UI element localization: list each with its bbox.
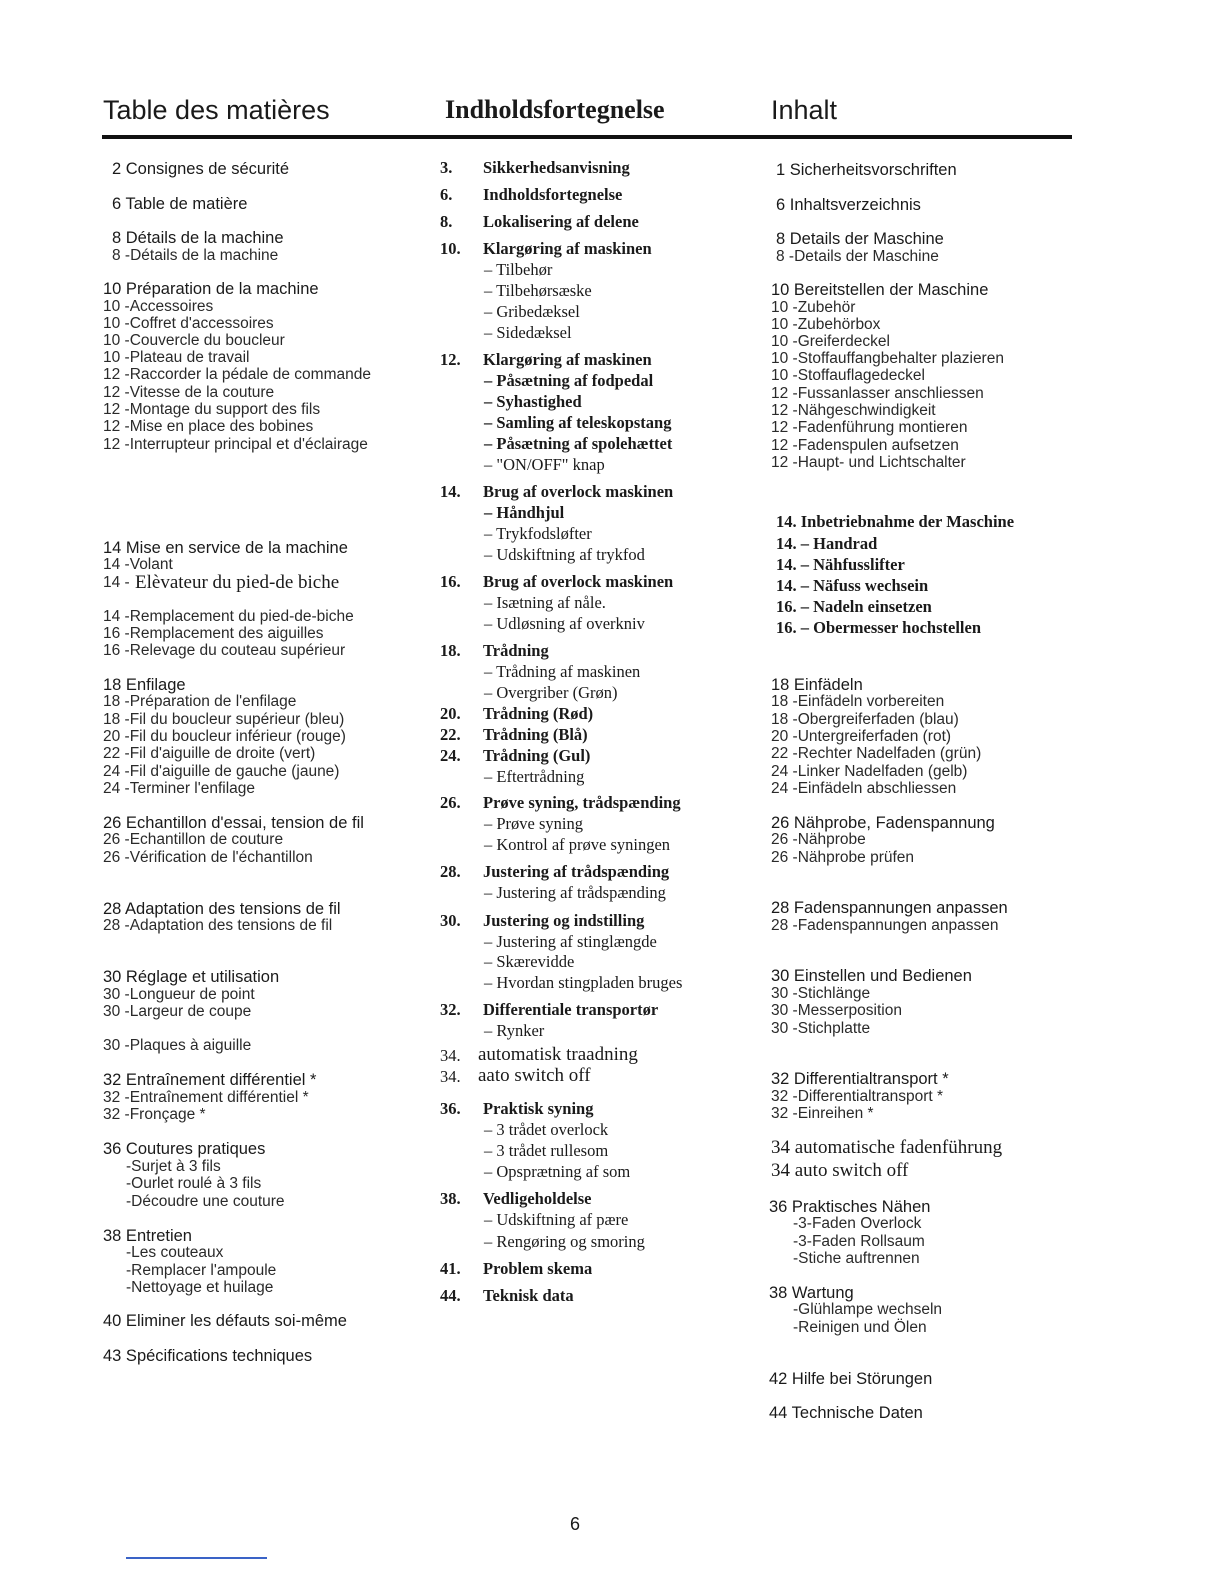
toc-entry: – Syhastighed bbox=[484, 392, 582, 411]
toc-entry: 12 -Mise en place des bobines bbox=[103, 418, 314, 435]
toc-entry: 10 Bereitstellen der Maschine bbox=[771, 281, 989, 299]
toc-entry: 10 Préparation de la machine bbox=[103, 280, 319, 298]
toc-entry: Justering og indstilling bbox=[483, 911, 645, 930]
toc-entry: 30 -Stichplatte bbox=[771, 1020, 871, 1037]
toc-entry: 8 Details der Maschine bbox=[776, 230, 944, 248]
toc-page-number: 34. bbox=[440, 1067, 461, 1086]
toc-page-number: 28. bbox=[440, 862, 461, 881]
toc-entry: 18 -Einfädeln vorbereiten bbox=[771, 693, 945, 710]
toc-entry: – Hvordan stingpladen bruges bbox=[484, 973, 683, 992]
toc-entry: 32 Entraînement différentiel * bbox=[103, 1071, 317, 1089]
toc-entry: 16 -Remplacement des aiguilles bbox=[103, 625, 324, 642]
toc-entry: 12 -Haupt- und Lichtschalter bbox=[771, 454, 966, 471]
toc-entry: Prøve syning, trådspænding bbox=[483, 793, 681, 812]
toc-entry: 18 -Préparation de l'enfilage bbox=[103, 693, 297, 710]
toc-entry: 22 -Fil d'aiguille de droite (vert) bbox=[103, 745, 316, 762]
toc-entry: Klargøring af maskinen bbox=[483, 350, 652, 369]
toc-entry: 30 -Largeur de coupe bbox=[103, 1003, 252, 1020]
toc-entry: – 3 trådet overlock bbox=[484, 1120, 609, 1139]
toc-entry: Klargøring af maskinen bbox=[483, 239, 652, 258]
toc-entry: 26 -Vérification de l'échantillon bbox=[103, 849, 313, 866]
toc-entry: Teknisk data bbox=[483, 1286, 574, 1305]
toc-entry: 34 auto switch off bbox=[771, 1160, 909, 1181]
toc-entry: – Påsætning af spolehættet bbox=[484, 434, 673, 453]
toc-entry: Vedligeholdelse bbox=[483, 1189, 592, 1208]
toc-entry: 18 -Fil du boucleur supérieur (bleu) bbox=[103, 711, 345, 728]
toc-page-number: 30. bbox=[440, 911, 461, 930]
toc-entry: 10 -Accessoires bbox=[103, 298, 214, 315]
header-rule bbox=[102, 135, 1072, 139]
toc-entry: 6 Table de matière bbox=[112, 195, 248, 213]
toc-entry: – "ON/OFF" knap bbox=[484, 455, 605, 474]
header-german: Inhalt bbox=[771, 95, 838, 125]
toc-entry: 22 -Rechter Nadelfaden (grün) bbox=[771, 745, 982, 762]
toc-entry: Problem skema bbox=[483, 1259, 593, 1278]
toc-entry: 12 -Vitesse de la couture bbox=[103, 384, 275, 401]
toc-entry: – Gribedæksel bbox=[484, 302, 580, 321]
toc-entry: 26 -Nähprobe prüfen bbox=[771, 849, 915, 866]
toc-entry: Trådning bbox=[483, 641, 549, 660]
toc-entry: 12 -Fussanlasser anschliessen bbox=[771, 385, 984, 402]
toc-entry: 24 -Fil d'aiguille de gauche (jaune) bbox=[103, 763, 340, 780]
toc-entry: -Ourlet roulé à 3 fils bbox=[126, 1175, 262, 1192]
toc-entry: 10 -Plateau de travail bbox=[103, 349, 250, 366]
toc-entry: -Stiche auftrennen bbox=[793, 1250, 920, 1267]
toc-page-number: 44. bbox=[440, 1286, 461, 1305]
toc-entry: – Udskiftning af trykfod bbox=[484, 545, 645, 564]
toc-entry: 43 Spécifications techniques bbox=[103, 1347, 313, 1365]
toc-entry: – Opsprætning af som bbox=[484, 1162, 631, 1181]
toc-entry: – Trykfodsløfter bbox=[484, 524, 592, 543]
toc-page-number: 12. bbox=[440, 350, 461, 369]
toc-entry: 36 Praktisches Nähen bbox=[769, 1198, 931, 1216]
toc-entry: Brug af overlock maskinen bbox=[483, 572, 674, 591]
toc-entry: 10 -Zubehör bbox=[771, 299, 856, 316]
toc-entry: 28 Fadenspannungen anpassen bbox=[771, 899, 1008, 917]
toc-entry: – Udløsning af overkniv bbox=[484, 614, 645, 633]
toc-entry: Lokalisering af delene bbox=[483, 212, 639, 231]
toc-entry: 14 -Volant bbox=[103, 556, 173, 573]
toc-entry: – Kontrol af prøve syningen bbox=[484, 835, 671, 854]
toc-entry: Trådning (Gul) bbox=[483, 746, 591, 765]
toc-entry: -3-Faden Rollsaum bbox=[793, 1233, 925, 1250]
toc-entry: Praktisk syning bbox=[483, 1099, 594, 1118]
toc-entry: 26 Nähprobe, Fadenspannung bbox=[771, 814, 995, 832]
toc-entry: -Découdre une couture bbox=[126, 1193, 285, 1210]
toc-entry: – Trådning af maskinen bbox=[484, 662, 641, 681]
toc-entry: 1 Sicherheitsvorschriften bbox=[776, 161, 957, 179]
toc-page-number: 14. bbox=[440, 482, 461, 501]
toc-entry: – Prøve syning bbox=[484, 814, 583, 833]
toc-entry: 14. – Näfuss wechsein bbox=[776, 576, 929, 595]
toc-entry: – Skærevidde bbox=[484, 952, 575, 971]
toc-entry: 10 -Stoffauffangbehalter plazieren bbox=[771, 350, 1004, 367]
toc-entry: 14. – Nähfusslifter bbox=[776, 555, 905, 574]
toc-entry: 28 -Adaptation des tensions de fil bbox=[103, 917, 333, 934]
toc-entry: 18 -Obergreiferfaden (blau) bbox=[771, 711, 959, 728]
toc-entry: automatisk traadning bbox=[478, 1044, 638, 1065]
toc-page-number: 18. bbox=[440, 641, 461, 660]
toc-entry: 32 -Differentialtransport * bbox=[771, 1088, 944, 1105]
toc-entry: 42 Hilfe bei Störungen bbox=[769, 1370, 933, 1388]
toc-entry: – Rengøring og smoring bbox=[484, 1232, 645, 1251]
toc-entry: – Tilbehørsæske bbox=[484, 281, 592, 300]
toc-entry: 16 -Relevage du couteau supérieur bbox=[103, 642, 346, 659]
toc-entry: 8 Détails de la machine bbox=[112, 229, 284, 247]
toc-page-number: 16. bbox=[440, 572, 461, 591]
toc-entry: 18 Enfilage bbox=[103, 676, 186, 694]
toc-entry: – Justering af stinglængde bbox=[484, 932, 657, 951]
toc-entry: -Remplacer l'ampoule bbox=[126, 1262, 277, 1279]
toc-entry: 14. – Handrad bbox=[776, 534, 878, 553]
toc-entry: 12 -Nähgeschwindigkeit bbox=[771, 402, 936, 419]
toc-entry: 14 Mise en service de la machine bbox=[103, 539, 348, 557]
toc-entry: 38 Wartung bbox=[769, 1284, 854, 1302]
toc-entry: – Udskiftning af pære bbox=[484, 1210, 629, 1229]
toc-entry: – Eftertrådning bbox=[484, 767, 585, 786]
toc-page-number: 3. bbox=[440, 158, 453, 177]
toc-entry: 30 -Messerposition bbox=[771, 1002, 902, 1019]
toc-entry: 40 Eliminer les défauts soi-même bbox=[103, 1312, 347, 1330]
toc-entry: 30 Einstellen und Bedienen bbox=[771, 967, 972, 985]
toc-page-number: 10. bbox=[440, 239, 461, 258]
toc-entry: 12 -Raccorder la pédale de commande bbox=[103, 366, 371, 383]
toc-entry: 26 -Echantillon de couture bbox=[103, 831, 284, 848]
toc-entry: 30 -Stichlänge bbox=[771, 985, 871, 1002]
toc-entry: 30 Réglage et utilisation bbox=[103, 968, 280, 986]
toc-entry: 32 Differentialtransport * bbox=[771, 1070, 949, 1088]
toc-entry: – Påsætning af fodpedal bbox=[484, 371, 654, 390]
toc-entry: – Justering af trådspænding bbox=[484, 883, 666, 902]
toc-entry: Indholdsfortegnelse bbox=[483, 185, 623, 204]
toc-entry: 32 -Einreihen * bbox=[771, 1105, 874, 1122]
toc-entry: 10 -Couvercle du boucleur bbox=[103, 332, 285, 349]
toc-entry: 10 -Zubehörbox bbox=[771, 316, 881, 333]
toc-entry: 8 -Détails de la machine bbox=[112, 247, 279, 264]
toc-entry: 12 -Fadenspulen aufsetzen bbox=[771, 437, 959, 454]
header-french: Table des matières bbox=[103, 95, 330, 125]
toc-entry: – Sidedæksel bbox=[484, 323, 572, 342]
toc-entry: 20 -Untergreiferfaden (rot) bbox=[771, 728, 952, 745]
toc-entry: 10 -Coffret d'accessoires bbox=[103, 315, 274, 332]
toc-entry: 12 -Fadenführung montieren bbox=[771, 419, 968, 436]
toc-entry: -Les couteaux bbox=[126, 1244, 224, 1261]
toc-entry: Sikkerhedsanvisning bbox=[483, 158, 630, 177]
toc-entry: 16. – Obermesser hochstellen bbox=[776, 618, 982, 637]
toc-entry: – Tilbehør bbox=[484, 260, 553, 279]
toc-entry: 12 -Interrupteur principal et d'éclairage bbox=[103, 436, 368, 453]
toc-entry: 32 -Entraînement différentiel * bbox=[103, 1089, 309, 1106]
toc-page-number: 32. bbox=[440, 1000, 461, 1019]
toc-entry: 16. – Nadeln einsetzen bbox=[776, 597, 932, 616]
toc-entry: -Reinigen und Ölen bbox=[793, 1319, 927, 1336]
toc-entry: 24 -Terminer l'enfilage bbox=[103, 780, 256, 797]
toc-entry: -Surjet à 3 fils bbox=[126, 1158, 221, 1175]
toc-page-number: 6. bbox=[440, 185, 453, 204]
toc-entry: 10 -Greiferdeckel bbox=[771, 333, 890, 350]
toc-page-number: 24. bbox=[440, 746, 461, 765]
toc-page-number: 26. bbox=[440, 793, 461, 812]
toc-entry: 20 -Fil du boucleur inférieur (rouge) bbox=[103, 728, 346, 745]
toc-page-number: 22. bbox=[440, 725, 461, 744]
toc-page-number: 36. bbox=[440, 1099, 461, 1118]
toc-entry: 14. Inbetriebnahme der Maschine bbox=[776, 512, 1015, 531]
toc-entry: 24 -Einfädeln abschliessen bbox=[771, 780, 957, 797]
toc-entry: 10 -Stoffauflagedeckel bbox=[771, 367, 925, 384]
toc-entry: -3-Faden Overlock bbox=[793, 1215, 922, 1232]
toc-entry: 2 Consignes de sécurité bbox=[112, 160, 290, 178]
toc-page-number: 38. bbox=[440, 1189, 461, 1208]
toc-entry: 26 Echantillon d'essai, tension de fil bbox=[103, 814, 364, 832]
toc-entry: Differentiale transportør bbox=[483, 1000, 659, 1019]
page-number: 6 bbox=[570, 1514, 581, 1534]
toc-entry: – Overgriber (Grøn) bbox=[484, 683, 618, 702]
toc-entry: Elèvateur du pied-de biche bbox=[135, 572, 340, 593]
toc-entry: – Rynker bbox=[484, 1021, 545, 1040]
toc-entry: -Glühlampe wechseln bbox=[793, 1301, 943, 1318]
toc-entry: 18 Einfädeln bbox=[771, 676, 863, 694]
toc-entry: 14 -Remplacement du pied-de-biche bbox=[103, 608, 354, 625]
toc-entry: 32 -Fronçage * bbox=[103, 1106, 206, 1123]
toc-entry: 28 Adaptation des tensions de fil bbox=[103, 900, 341, 918]
toc-entry: Justering af trådspænding bbox=[483, 862, 670, 881]
toc-entry: 8 -Details der Maschine bbox=[776, 248, 939, 265]
toc-page-number: 20. bbox=[440, 704, 461, 723]
toc-entry: aato switch off bbox=[478, 1065, 591, 1086]
toc-entry: 12 -Montage du support des fils bbox=[103, 401, 321, 418]
toc-entry: 38 Entretien bbox=[103, 1227, 192, 1245]
toc-entry: Brug af overlock maskinen bbox=[483, 482, 674, 501]
toc-entry: 6 Inhaltsverzeichnis bbox=[776, 196, 921, 214]
toc-entry: – Håndhjul bbox=[484, 503, 565, 522]
toc-entry: Trådning (Blå) bbox=[483, 725, 588, 744]
toc-entry: 36 Coutures pratiques bbox=[103, 1140, 266, 1158]
toc-page-number: 41. bbox=[440, 1259, 461, 1278]
toc-entry: 26 -Nähprobe bbox=[771, 831, 866, 848]
toc-entry: – Samling af teleskopstang bbox=[484, 413, 672, 432]
toc-page-number: 8. bbox=[440, 212, 453, 231]
toc-entry: 14 - bbox=[103, 574, 130, 591]
toc-page-number: 34. bbox=[440, 1046, 461, 1065]
toc-entry: 28 -Fadenspannungen anpassen bbox=[771, 917, 999, 934]
footer-line bbox=[126, 1557, 267, 1559]
header-danish: Indholdsfortegnelse bbox=[445, 95, 665, 124]
toc-entry: – 3 trådet rullesom bbox=[484, 1141, 609, 1160]
toc-entry: 30 -Plaques à aiguille bbox=[103, 1037, 252, 1054]
toc-entry: 44 Technische Daten bbox=[769, 1404, 923, 1422]
toc-entry: 34 automatische fadenführung bbox=[771, 1137, 1003, 1158]
toc-entry: 30 -Longueur de point bbox=[103, 986, 255, 1003]
toc-entry: 24 -Linker Nadelfaden (gelb) bbox=[771, 763, 968, 780]
toc-entry: -Nettoyage et huilage bbox=[126, 1279, 274, 1296]
toc-entry: – Isætning af nåle. bbox=[484, 593, 606, 612]
toc-entry: Trådning (Rød) bbox=[483, 704, 594, 723]
